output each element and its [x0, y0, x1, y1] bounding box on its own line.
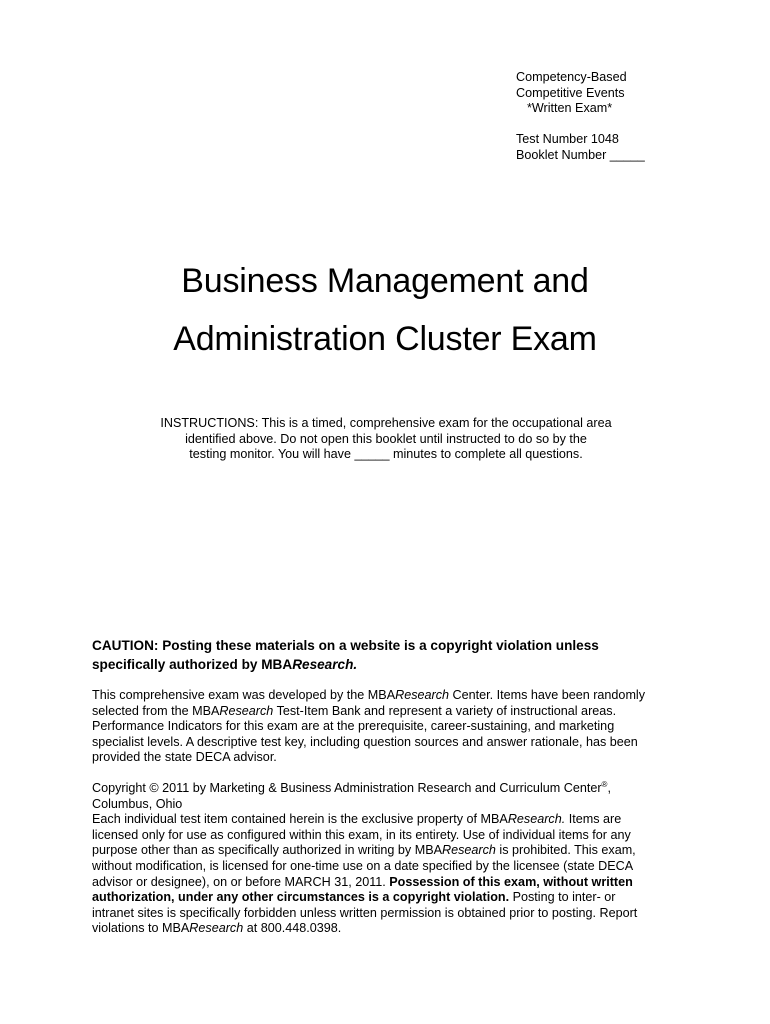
caution-text: specifically authorized by MBA — [92, 657, 293, 672]
header-line-written-exam: *Written Exam* — [527, 101, 613, 115]
registered-mark: ® — [601, 779, 608, 789]
paragraph-line — [92, 781, 692, 797]
research-italic: Research — [395, 688, 450, 702]
copyright-paragraph — [92, 781, 692, 937]
text-run: at 800.448.0398. — [243, 921, 342, 936]
page-title — [0, 252, 770, 368]
paragraph-line: provided the state DECA advisor. — [92, 750, 277, 765]
text-run: This comprehensive exam was developed by the MBA — [92, 688, 396, 702]
instructions-line: testing monitor. You will have _____ minutes to complete all questions. — [189, 447, 583, 462]
text-run: is prohibited. This exam, — [495, 843, 636, 858]
text-run: Items are — [565, 812, 622, 827]
text-run: Center. Items have been randomly — [449, 688, 646, 702]
booklet-number: Booklet Number _____ — [516, 147, 645, 162]
text-run: violations to MBA — [92, 921, 190, 936]
caution-research-italic: Research. — [292, 657, 358, 672]
title-line-2: Administration Cluster Exam — [173, 320, 597, 358]
instructions-text — [130, 416, 642, 463]
research-italic: Research. — [507, 812, 566, 827]
text-run: purpose other than as specifically authorized in writing by MBA — [92, 843, 443, 858]
bold-warning-text: authorization, under any other circumstances is a copyright violation. — [92, 890, 510, 905]
paragraph-line: intranet sites is specifically forbidden unless written permission is obtained prior to posting. Report — [92, 905, 638, 920]
research-italic: Research — [219, 703, 274, 718]
paragraph-line — [92, 890, 692, 906]
instructions-line: identified above. Do not open this booklet until instructed to do so by the — [185, 431, 587, 446]
paragraph-line: licensed only for use as configured within this exam, in its entirety. Use of individual items for any — [92, 827, 631, 842]
header-line-events: Competitive Events — [516, 85, 625, 100]
exam-header-block — [516, 70, 645, 163]
caution-line: CAUTION: Posting these materials on a website is a copyright violation unless — [92, 638, 599, 653]
instructions-line: INSTRUCTIONS: This is a timed, comprehensive exam for the occupational area — [160, 416, 612, 430]
exam-description-paragraph — [92, 688, 692, 766]
title-line-1: Business Management and — [181, 262, 589, 300]
research-italic: Research — [442, 843, 496, 858]
paragraph-line — [92, 688, 692, 704]
caution-notice — [92, 636, 692, 674]
paragraph-line: Performance Indicators for this exam are at the prerequisite, career-sustaining, and marketing — [92, 719, 615, 734]
text-run: , — [607, 781, 611, 795]
text-run: Each individual test item contained herein is the exclusive property of MBA — [92, 812, 508, 827]
paragraph-line: without modification, is licensed for one-time use on a date specified by the licensee (state DECA — [92, 858, 634, 873]
paragraph-line — [92, 921, 692, 937]
header-line-competency: Competency-Based — [516, 70, 627, 84]
text-run: Test-Item Bank and represent a variety of instructional areas. — [273, 703, 617, 718]
text-run: selected from the MBA — [92, 703, 220, 718]
paragraph-line: specialist levels. A descriptive test key, including question sources and answer rationale, has been — [92, 734, 638, 749]
paragraph-line — [92, 704, 692, 720]
text-run: advisor or designee), on or before MARCH 31, 2011. — [92, 874, 390, 889]
bold-warning-text: Possession of this exam, without written — [389, 874, 633, 889]
text-run: Copyright © 2011 by Marketing & Business Administration Research and Curriculum Center — [92, 781, 602, 795]
research-italic: Research — [189, 921, 244, 936]
paragraph-line — [92, 875, 692, 891]
paragraph-line: Columbus, Ohio — [92, 796, 183, 811]
paragraph-line — [92, 812, 692, 828]
test-number: Test Number 1048 — [516, 132, 619, 146]
text-run: Posting to inter- or — [509, 890, 616, 905]
paragraph-line — [92, 843, 692, 859]
caution-line — [92, 655, 692, 674]
